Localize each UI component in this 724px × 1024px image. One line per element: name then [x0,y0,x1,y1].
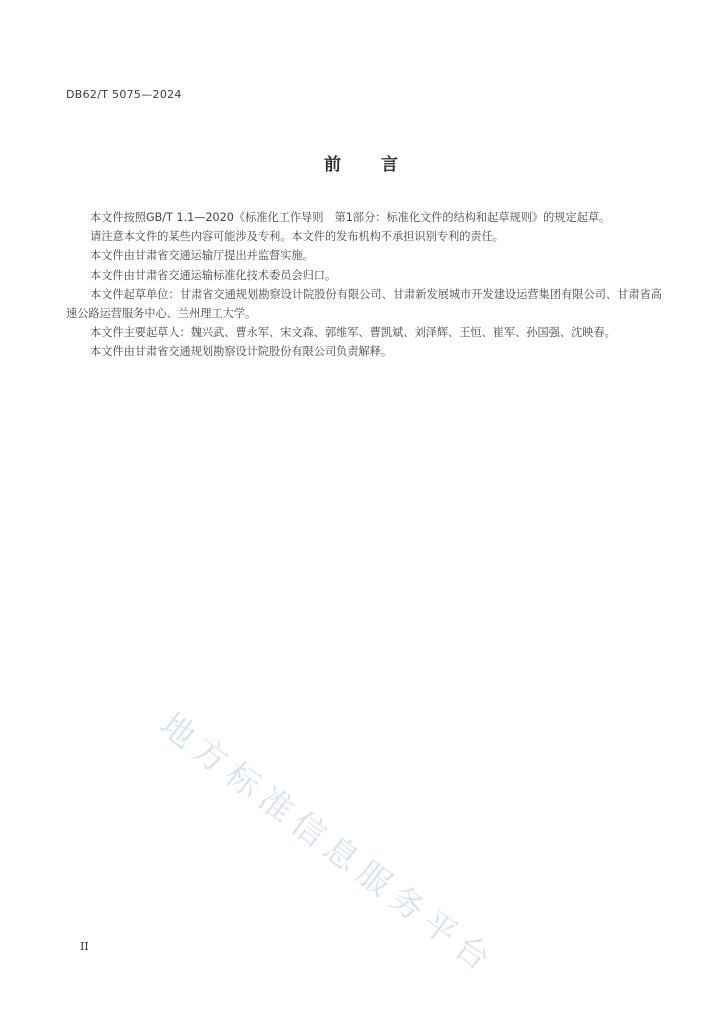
document-code: DB62/T 5075—2024 [66,88,182,101]
page-number: II [80,940,89,953]
paragraph-drafting-rules: 本文件按照GB/T 1.1—2020《标准化工作导则 第1部分：标准化文件的结构和起草规则》的规定起草。 [90,211,611,224]
paragraph-committee: 本文件由甘肃省交通运输标准化技术委员会归口。 [90,268,337,282]
section-title-part1: 前 [324,155,343,175]
watermark: 地方标准信息服务平台 [152,704,504,983]
section-title [0,150,724,175]
paragraph-patent-notice: 请注意本文件的某些内容可能涉及专利。本文件的发布机构不承担识别专利的责任。 [90,230,504,244]
paragraph-drafters: 本文件主要起草人：魏兴武、曹永军、宋文森、郭维军、曹凯斌、刘泽辉、王恒、崔军、孙国强、沈映春。 [90,326,616,340]
paragraph-proposer: 本文件由甘肃省交通运输厅提出并监督实施。 [90,249,314,263]
paragraph-interpretation: 本文件由甘肃省交通规划勘察设计院股份有限公司负责解释。 [90,345,393,359]
foreword-body [66,208,662,362]
section-title-part2: 言 [381,155,400,175]
paragraph-drafting-units: 本文件起草单位：甘肃省交通规划勘察设计院股份有限公司、甘肃新发展城市开发建设运营集团有限公司、甘肃省高速公路运营服务中心、兰州理工大学。 [66,287,662,321]
